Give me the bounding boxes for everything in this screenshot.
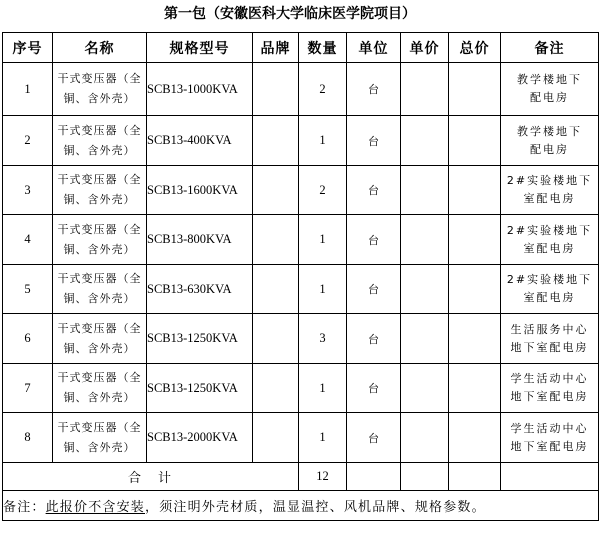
note-cell bbox=[3, 491, 599, 521]
serial-number-cell: 2 bbox=[3, 116, 53, 166]
total-unit-price-cell bbox=[401, 463, 449, 491]
total-price-cell bbox=[449, 63, 501, 116]
product-name-cell bbox=[53, 166, 147, 215]
table-row bbox=[3, 364, 599, 413]
remark-cell bbox=[501, 63, 599, 116]
product-name-line: 铜、含外壳） bbox=[63, 143, 136, 157]
serial-number-cell: 1 bbox=[3, 63, 53, 116]
product-name-cell bbox=[53, 413, 147, 463]
unit-price-cell bbox=[401, 314, 449, 364]
product-name-line: 铜、含外壳） bbox=[63, 440, 136, 454]
total-price-cell bbox=[449, 166, 501, 215]
header-model: 规格型号 bbox=[147, 33, 253, 63]
header-total-price: 总价 bbox=[449, 33, 501, 63]
quantity-cell: 1 bbox=[299, 215, 347, 265]
serial-number-cell: 7 bbox=[3, 364, 53, 413]
unit-cell: 台 bbox=[347, 413, 401, 463]
remark-line: 地下室配电房 bbox=[510, 340, 589, 354]
note-text: ，须注明外壳材质，温显温控、风机品牌、规格参数。 bbox=[145, 500, 486, 515]
header-remark: 备注 bbox=[501, 33, 599, 63]
remark-cell bbox=[501, 116, 599, 166]
header-name: 名称 bbox=[53, 33, 147, 63]
remark-line: 2#实验楼地下 bbox=[506, 174, 593, 187]
remark-line: 室配电房 bbox=[523, 241, 576, 255]
unit-price-cell bbox=[401, 63, 449, 116]
unit-price-cell bbox=[401, 364, 449, 413]
header-unit-price: 单价 bbox=[401, 33, 449, 63]
model-cell: SCB13-1250KVA bbox=[147, 314, 253, 364]
brand-cell bbox=[253, 215, 299, 265]
table-row bbox=[3, 314, 599, 364]
product-name-cell bbox=[53, 63, 147, 116]
brand-cell bbox=[253, 413, 299, 463]
total-quantity: 12 bbox=[299, 463, 347, 491]
serial-number-cell: 3 bbox=[3, 166, 53, 215]
quantity-cell: 2 bbox=[299, 63, 347, 116]
unit-cell: 台 bbox=[347, 215, 401, 265]
product-name-cell bbox=[53, 215, 147, 265]
unit-cell: 台 bbox=[347, 265, 401, 314]
unit-cell: 台 bbox=[347, 166, 401, 215]
remark-line: 地下室配电房 bbox=[510, 390, 589, 403]
product-name-line: 干式变压器（全 bbox=[57, 173, 142, 186]
remark-cell bbox=[501, 215, 599, 265]
serial-number-cell: 8 bbox=[3, 413, 53, 463]
total-price-cell bbox=[449, 265, 501, 314]
note-underlined-text: 此报价不含安装 bbox=[45, 500, 146, 515]
note-row bbox=[3, 491, 599, 521]
quotation-table bbox=[2, 32, 599, 521]
total-remark-cell bbox=[501, 463, 599, 491]
product-name-cell bbox=[53, 364, 147, 413]
product-name-line: 铜、含外壳） bbox=[63, 341, 136, 355]
remark-line: 教学楼地下 bbox=[517, 124, 582, 138]
product-name-cell bbox=[53, 265, 147, 314]
table-row bbox=[3, 63, 599, 116]
document-title: 第一包（安徽医科大学临床医学院项目） bbox=[164, 6, 416, 22]
remark-line: 配电房 bbox=[530, 142, 569, 156]
remark-cell bbox=[501, 265, 599, 314]
product-name-line: 铜、含外壳） bbox=[63, 391, 136, 404]
product-name-cell bbox=[53, 314, 147, 364]
total-price-cell bbox=[449, 314, 501, 364]
brand-cell bbox=[253, 364, 299, 413]
product-name-cell bbox=[53, 116, 147, 166]
model-cell: SCB13-1600KVA bbox=[147, 166, 253, 215]
unit-cell: 台 bbox=[347, 63, 401, 116]
unit-price-cell bbox=[401, 413, 449, 463]
remark-line: 学生活动中心 bbox=[510, 421, 589, 435]
unit-cell: 台 bbox=[347, 314, 401, 364]
model-cell: SCB13-1000KVA bbox=[147, 63, 253, 116]
unit-cell: 台 bbox=[347, 116, 401, 166]
product-name-line: 铜、含外壳） bbox=[63, 242, 136, 256]
serial-number-cell: 5 bbox=[3, 265, 53, 314]
total-price-cell bbox=[449, 364, 501, 413]
brand-cell bbox=[253, 63, 299, 116]
remark-line: 2#实验楼地下 bbox=[506, 273, 593, 286]
total-unit-cell bbox=[347, 463, 401, 491]
remark-line: 室配电房 bbox=[523, 291, 576, 304]
unit-price-cell bbox=[401, 116, 449, 166]
brand-cell bbox=[253, 265, 299, 314]
remark-cell bbox=[501, 364, 599, 413]
product-name-line: 干式变压器（全 bbox=[57, 420, 142, 434]
total-price-cell bbox=[449, 463, 501, 491]
serial-number-cell: 6 bbox=[3, 314, 53, 364]
total-price-cell bbox=[449, 215, 501, 265]
model-cell: SCB13-800KVA bbox=[147, 215, 253, 265]
product-name-line: 铜、含外壳） bbox=[63, 92, 136, 105]
header-quantity: 数量 bbox=[299, 33, 347, 63]
header-unit: 单位 bbox=[347, 33, 401, 63]
quantity-cell: 2 bbox=[299, 166, 347, 215]
unit-price-cell bbox=[401, 166, 449, 215]
model-cell: SCB13-630KVA bbox=[147, 265, 253, 314]
table-row bbox=[3, 265, 599, 314]
product-name-line: 干式变压器（全 bbox=[57, 72, 142, 85]
brand-cell bbox=[253, 116, 299, 166]
note-label: 备注： bbox=[3, 500, 46, 515]
remark-line: 地下室配电房 bbox=[510, 439, 589, 453]
header-row bbox=[3, 33, 599, 63]
table-row bbox=[3, 116, 599, 166]
table-row bbox=[3, 215, 599, 265]
header-brand: 品牌 bbox=[253, 33, 299, 63]
serial-number-cell: 4 bbox=[3, 215, 53, 265]
total-price-cell bbox=[449, 116, 501, 166]
remark-line: 室配电房 bbox=[523, 192, 576, 205]
model-cell: SCB13-400KVA bbox=[147, 116, 253, 166]
remark-line: 配电房 bbox=[530, 91, 569, 104]
total-row bbox=[3, 463, 599, 491]
brand-cell bbox=[253, 166, 299, 215]
quantity-cell: 3 bbox=[299, 314, 347, 364]
unit-price-cell bbox=[401, 215, 449, 265]
remark-line: 教学楼地下 bbox=[517, 73, 582, 86]
product-name-line: 干式变压器（全 bbox=[57, 272, 142, 285]
quantity-cell: 1 bbox=[299, 116, 347, 166]
model-cell: SCB13-1250KVA bbox=[147, 364, 253, 413]
unit-cell: 台 bbox=[347, 364, 401, 413]
remark-line: 生活服务中心 bbox=[510, 322, 589, 336]
model-cell: SCB13-2000KVA bbox=[147, 413, 253, 463]
product-name-line: 干式变压器（全 bbox=[57, 371, 142, 384]
table-row bbox=[3, 413, 599, 463]
quantity-cell: 1 bbox=[299, 364, 347, 413]
quantity-cell: 1 bbox=[299, 413, 347, 463]
product-name-line: 铜、含外壳） bbox=[63, 193, 136, 206]
unit-price-cell bbox=[401, 265, 449, 314]
product-name-line: 干式变压器（全 bbox=[57, 222, 142, 236]
remark-line: 学生活动中心 bbox=[510, 372, 589, 385]
product-name-line: 干式变压器（全 bbox=[57, 123, 142, 137]
table-row bbox=[3, 166, 599, 215]
remark-cell bbox=[501, 413, 599, 463]
total-price-cell bbox=[449, 413, 501, 463]
remark-cell bbox=[501, 314, 599, 364]
remark-cell bbox=[501, 166, 599, 215]
quantity-cell: 1 bbox=[299, 265, 347, 314]
product-name-line: 铜、含外壳） bbox=[63, 292, 136, 305]
product-name-line: 干式变压器（全 bbox=[57, 321, 142, 335]
header-serial-number: 序号 bbox=[3, 33, 53, 63]
brand-cell bbox=[253, 314, 299, 364]
total-label: 合 计 bbox=[3, 463, 299, 491]
remark-line: 2#实验楼地下 bbox=[506, 223, 593, 237]
